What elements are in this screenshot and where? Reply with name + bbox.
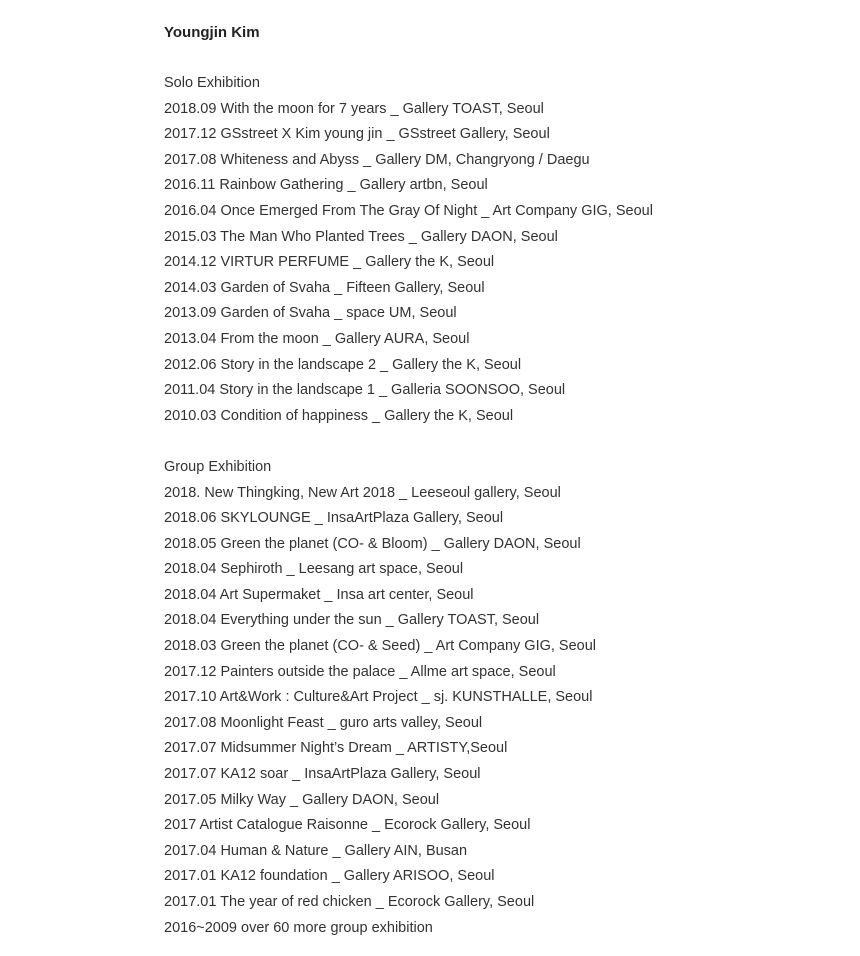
list-item: 2013.09 Garden of Svaha _ space UM, Seoul — [164, 305, 457, 322]
list-item: 2017.04 Human & Nature _ Gallery AIN, Busan — [164, 842, 468, 859]
list-item: 2017.12 Painters outside the palace _ Allme art space, Seoul — [164, 663, 556, 680]
list-item: 2018.04 Sephiroth _ Leesang art space, Seoul — [164, 561, 464, 578]
list-item: 2018.09 With the moon for 7 years _ Gallery TOAST, Seoul — [164, 100, 544, 117]
group-exhibition-list — [164, 481, 844, 942]
list-item: 2017.08 Moonlight Feast _ guro arts valley, Seoul — [164, 714, 483, 731]
list-item: 2012.06 Story in the landscape 2 _ Gallery the K, Seoul — [164, 356, 522, 373]
list-item: 2013.04 From the moon _ Gallery AURA, Seoul — [164, 330, 470, 347]
group-exhibition-heading: Group Exhibition — [164, 458, 272, 475]
group-exhibition-section — [164, 455, 844, 941]
spacer — [164, 429, 844, 455]
list-item: 2018.04 Everything under the sun _ Gallery TOAST, Seoul — [164, 612, 540, 629]
list-item: 2017.08 Whiteness and Abyss _ Gallery DM, Changryong / Daegu — [164, 151, 590, 168]
list-item: 2017.01 KA12 foundation _ Gallery ARISOO, Seoul — [164, 868, 495, 885]
list-item: 2010.03 Condition of happiness _ Gallery the K, Seoul — [164, 407, 514, 424]
list-item: 2017.07 KA12 soar _ InsaArtPlaza Gallery, Seoul — [164, 766, 481, 783]
list-item: 2015.03 The Man Who Planted Trees _ Gallery DAON, Seoul — [164, 228, 558, 245]
list-item: 2016.11 Rainbow Gathering _ Gallery artbn, Seoul — [164, 177, 488, 194]
list-item: 2011.04 Story in the landscape 1 _ Galleria SOONSOO, Seoul — [164, 382, 566, 399]
list-item: 2018.03 Green the planet (CO- & Seed) _ Art Company GIG, Seoul — [164, 638, 597, 655]
list-item: 2018.05 Green the planet (CO- & Bloom) _ Gallery DAON, Seoul — [164, 535, 581, 552]
cv-document — [164, 20, 844, 941]
list-item: 2017.07 Midsummer Night’s Dream _ ARTISTY,Seoul — [164, 740, 508, 757]
list-item: 2014.03 Garden of Svaha _ Fifteen Gallery, Seoul — [164, 279, 485, 296]
list-item: 2017.01 The year of red chicken _ Ecorock Gallery, Seoul — [164, 894, 535, 910]
list-item: 2016~2009 over 60 more group exhibition — [164, 919, 433, 936]
list-item: 2017 Artist Catalogue Raisonne _ Ecorock Gallery, Seoul — [164, 817, 531, 834]
solo-exhibition-list — [164, 97, 844, 430]
list-item: 2014.12 VIRTUR PERFUME _ Gallery the K, Seoul — [164, 254, 495, 271]
list-item: 2018. New Thingking, New Art 2018 _ Leeseoul gallery, Seoul — [164, 484, 561, 501]
list-item: 2016.04 Once Emerged From The Gray Of Night _ Art Company GIG, Seoul — [164, 202, 653, 219]
list-item: 2017.05 Milky Way _ Gallery DAON, Seoul — [164, 791, 440, 808]
solo-exhibition-heading: Solo Exhibition — [164, 75, 260, 91]
spacer — [164, 45, 844, 71]
artist-name: Youngjin Kim — [164, 24, 260, 41]
list-item: 2017.10 Art&Work : Culture&Art Project _ sj. KUNSTHALLE, Seoul — [164, 689, 593, 706]
list-item: 2018.06 SKYLOUNGE _ InsaArtPlaza Gallery, Seoul — [164, 510, 504, 527]
list-item: 2018.04 Art Supermaket _ Insa art center, Seoul — [164, 586, 474, 603]
solo-exhibition-section — [164, 71, 844, 429]
list-item: 2017.12 GSstreet X Kim young jin _ GSstreet Gallery, Seoul — [164, 126, 550, 143]
